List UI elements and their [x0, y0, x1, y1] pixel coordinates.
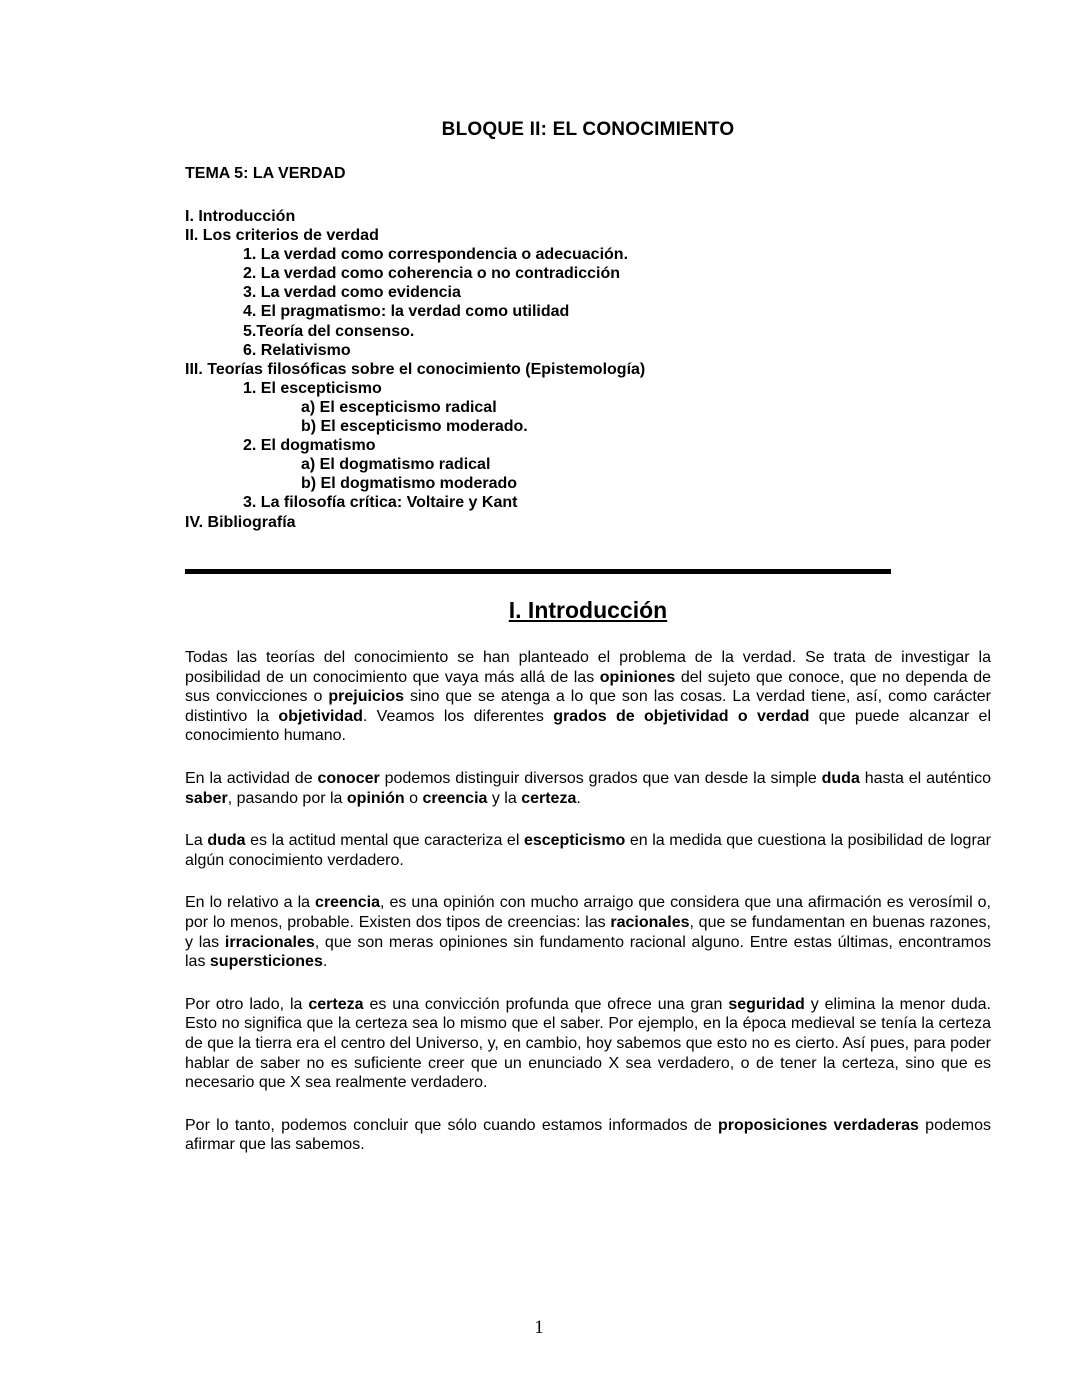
bold-term: creencia — [422, 789, 488, 807]
toc-item: a) El escepticismo radical — [301, 398, 497, 416]
toc-item: 3. La filosofía crítica: Voltaire y Kant — [243, 494, 518, 512]
toc-item: 2. El dogmatismo — [243, 437, 376, 455]
bold-term: prejuicios — [328, 688, 404, 706]
introduction-body — [185, 648, 991, 1178]
bold-term: saber — [185, 789, 228, 807]
toc-item: III. Teorías filosóficas sobre el conocimiento (Epistemología) — [185, 360, 646, 378]
text-run: En lo relativo a la — [185, 894, 316, 912]
text-run: sino que se atenga a lo que son las cosas. La verdad tiene, así, como carácter distintivo la — [185, 688, 991, 725]
bold-term: objetividad — [278, 707, 363, 725]
text-run: Por otro lado, la — [185, 995, 309, 1013]
bold-term: opiniones — [599, 668, 676, 686]
text-run: , pasando por la — [227, 789, 347, 807]
bold-term: certeza — [521, 789, 577, 807]
page-number: 1 — [534, 1317, 544, 1338]
bold-term: opinión — [346, 789, 405, 807]
text-run: podemos afirmar que las sabemos. — [185, 1116, 991, 1154]
text-run: , que se fundamentan en buenas razones, y las — [185, 913, 992, 951]
text-run: o — [404, 789, 423, 807]
text-run: , es una opinión con mucho arraigo que considera que una afirmación es verosímil o, por lo menos, probable. Existen dos tipos de creencias: las — [185, 894, 992, 931]
bold-term: racionales — [610, 913, 690, 931]
text-run: hasta el auténtico — [859, 769, 992, 787]
text-run: Todas las teorías del conocimiento se han planteado el problema de la verdad. Se trata de investigar la posibilidad de un conocimiento que vaya más allá de las — [185, 649, 991, 686]
text-run: y la — [487, 789, 522, 807]
bold-term: seguridad — [728, 995, 805, 1013]
bold-term: duda — [821, 769, 860, 787]
bold-term: conocer — [317, 769, 380, 787]
body-paragraph — [185, 648, 991, 746]
toc-item: 6. Relativismo — [243, 341, 351, 359]
text-run: que puede alcanzar el conocimiento humano. — [185, 707, 992, 745]
toc-item: IV. Bibliografía — [185, 513, 296, 531]
toc-item: 3. La verdad como evidencia — [243, 284, 461, 302]
bold-term: irracionales — [224, 933, 315, 951]
toc-item: II. Los criterios de verdad — [185, 227, 379, 245]
text-run: y elimina la menor duda. Esto no significa que la certeza sea lo mismo que el saber. Por ejemplo, en la época medieval se tenía la certeza de que la tierra era el centro del Universo, y, en cambio, hoy sabemos que esto no es cierto. Así pues, para poder hablar de saber no es suficiente creer que un enunciado X sea verdadero, o de tener la certeza, sino que es necesario que X sea realmente verdadero. — [185, 995, 991, 1092]
text-run: En la actividad de — [185, 769, 318, 787]
bold-term: proposiciones verdaderas — [717, 1116, 919, 1134]
bold-term: supersticiones — [209, 953, 323, 971]
toc-item: b) El escepticismo moderado. — [301, 418, 528, 436]
bold-term: grados de objetividad o verdad — [553, 707, 810, 725]
text-run: del sujeto que conoce, que no dependa de sus convicciones o — [185, 668, 992, 706]
bold-term: duda — [207, 832, 246, 850]
toc-item: 1. El escepticismo — [243, 379, 382, 397]
toc-item: I. Introducción — [185, 208, 296, 225]
text-run: . Veamos los diferentes — [362, 707, 554, 725]
section-heading: I. Introducción — [508, 597, 668, 623]
bold-term: certeza — [308, 995, 364, 1013]
table-of-contents — [185, 207, 645, 532]
text-run: . — [576, 789, 581, 807]
text-run: La — [185, 832, 208, 850]
body-paragraph — [185, 769, 991, 808]
section-divider — [185, 569, 891, 574]
text-run: en la medida que cuestiona la posibilidad de lograr algún conocimiento verdadero. — [185, 832, 991, 869]
toc-item: 2. La verdad como coherencia o no contradicción — [243, 265, 620, 283]
bold-term: escepticismo — [523, 832, 626, 850]
text-run: es una convicción profunda que ofrece una gran — [363, 995, 729, 1013]
text-run: Por lo tanto, podemos concluir que sólo cuando estamos informados de — [185, 1116, 718, 1134]
text-run: es la actitud mental que caracteriza el — [245, 832, 524, 850]
body-paragraph — [185, 831, 991, 870]
toc-item: b) El dogmatismo moderado — [301, 475, 518, 493]
body-paragraph — [185, 1116, 991, 1155]
toc-item: 1. La verdad como correspondencia o adecuación. — [243, 246, 629, 264]
text-run: , que son meras opiniones sin fundamento racional alguno. Entre estas últimas, encontramos las — [185, 933, 991, 971]
block-title: BLOQUE II: EL CONOCIMIENTO — [441, 119, 735, 140]
toc-item: 4. El pragmatismo: la verdad como utilidad — [243, 303, 570, 321]
text-run: podemos distinguir diversos grados que van desde la simple — [379, 769, 822, 787]
toc-item: 5.Teoría del consenso. — [243, 322, 415, 340]
body-paragraph — [185, 893, 991, 971]
bold-term: creencia — [315, 894, 380, 912]
toc-item: a) El dogmatismo radical — [301, 456, 491, 474]
body-paragraph — [185, 995, 991, 1093]
text-run: . — [322, 953, 328, 971]
tema-title: TEMA 5: LA VERDAD — [185, 165, 346, 182]
